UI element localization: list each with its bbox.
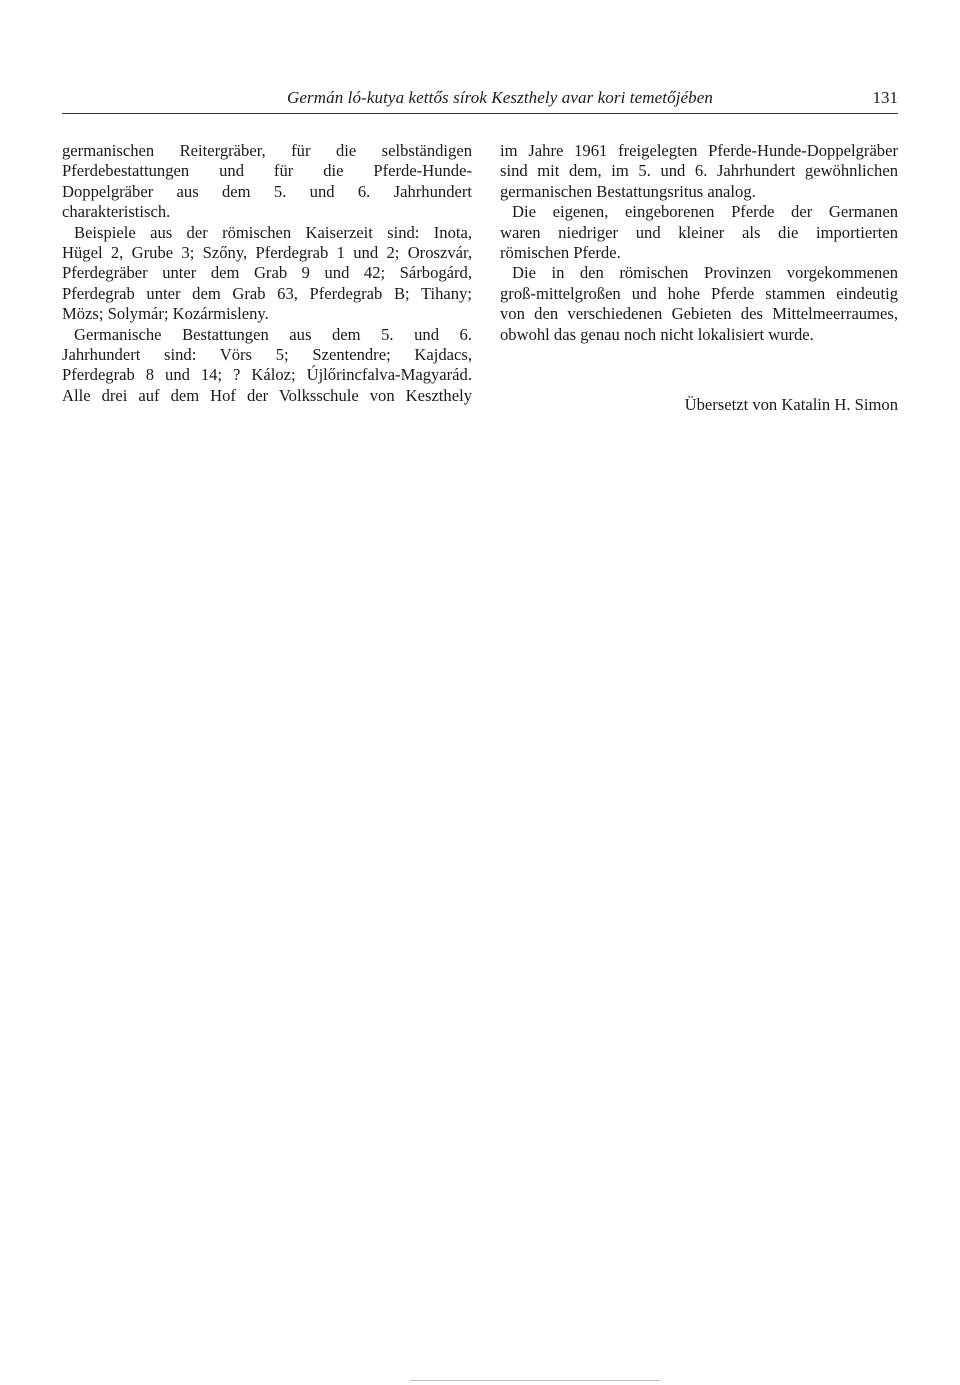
text-line: von den verschiedenen Gebieten des Mittelmeerraumes, (500, 304, 898, 324)
left-column (62, 141, 472, 406)
text-line: im Jahre 1961 freigelegten Pferde-Hunde-Doppelgräber (500, 141, 898, 160)
text-line: charakteristisch. (62, 202, 171, 222)
text-line: Pferdegrab unter dem Grab 63, Pferdegrab B; Tihany; (62, 283, 472, 303)
text-line: Pferdebestattungen und für die Pferde-Hunde- (62, 161, 472, 181)
text-line: Germanische Bestattungen aus dem 5. und 6. (74, 324, 472, 344)
text-line: Pferdegrab 8 und 14; ? Káloz; Újlőrincfalva-Magyarád. (62, 365, 472, 385)
footer-rule (410, 1380, 660, 1381)
text-line: Mözs; Solymár; Kozármisleny. (62, 304, 269, 324)
text-line: sind mit dem, im 5. und 6. Jahrhundert gewöhnlichen (500, 161, 898, 181)
text-line: Alle drei auf dem Hof der Volksschule von Keszthely (62, 385, 472, 405)
text-line: germanischen Bestattungsritus analog. (500, 181, 756, 201)
text-line: waren niedriger und kleiner als die importierten (500, 222, 898, 242)
text-line: germanischen Reitergräber, für die selbständigen (62, 141, 472, 160)
text-line: Die eigenen, eingeborenen Pferde der Germanen (512, 202, 898, 222)
header-rule (62, 113, 898, 114)
text-line: Beispiele aus der römischen Kaiserzeit sind: Inota, (74, 222, 472, 242)
text-line: Doppelgräber aus dem 5. und 6. Jahrhundert (62, 181, 472, 201)
text-line: römischen Pferde. (500, 242, 621, 262)
text-line: obwohl das genau noch nicht lokalisiert wurde. (500, 324, 814, 344)
text-line: Jahrhundert sind: Vörs 5; Szentendre; Kajdacs, (62, 344, 472, 364)
text-line: Pferdegräber unter dem Grab 9 und 42; Sárbogárd, (62, 263, 472, 283)
translator-credit: Übersetzt von Katalin H. Simon (684, 395, 898, 414)
page-number: 131 (872, 88, 898, 107)
text-line: groß-mittelgroßen und hohe Pferde stammen eindeutig (500, 283, 898, 303)
running-header (62, 86, 898, 114)
right-column (500, 141, 898, 345)
text-line: Die in den römischen Provinzen vorgekommenen (512, 263, 898, 283)
running-title: Germán ló-kutya kettős sírok Keszthely avar kori temetőjében (287, 88, 714, 107)
text-line: Hügel 2, Grube 3; Szőny, Pferdegrab 1 und 2; Oroszvár, (62, 242, 472, 262)
